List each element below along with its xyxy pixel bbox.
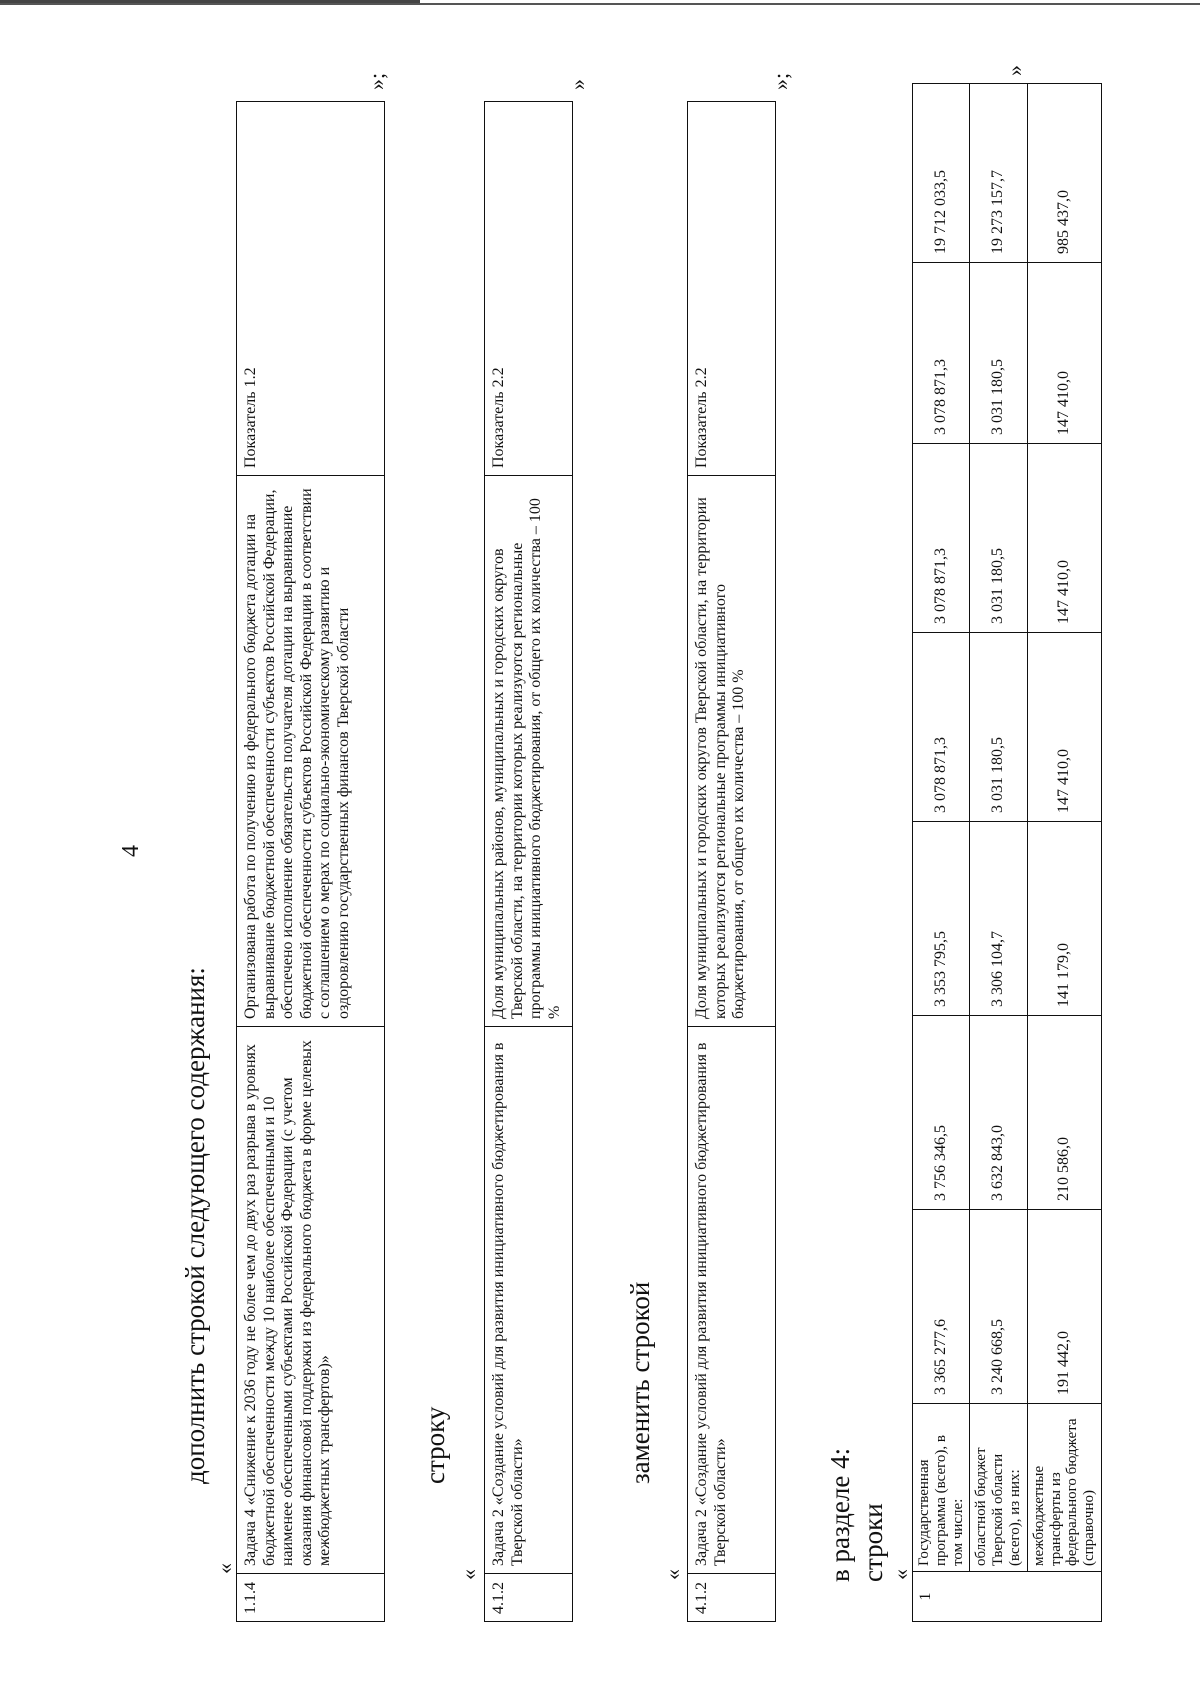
cell-amount: 141 179,0 xyxy=(1027,822,1101,1016)
cell-amount: 210 586,0 xyxy=(1027,1016,1101,1210)
cell-amount: 19 712 033,5 xyxy=(913,84,970,263)
cell-number: 4.1.2 xyxy=(688,1574,776,1622)
quote-open-4: « xyxy=(888,1569,913,1580)
cell-amount: 3 078 871,3 xyxy=(913,263,970,444)
cell-amount: 191 442,0 xyxy=(1027,1210,1101,1404)
table-task-4-1-2-old xyxy=(484,101,573,1622)
cell-funding-source: межбюджетные трансферты из федерального бюджета (справочно) xyxy=(1027,1404,1101,1572)
table-row xyxy=(1027,84,1101,1622)
cell-result: Доля муниципальных районов, муниципальных и городских округов Тверской области, на территории которых реализуются региональные программы инициативного бюджетирования, от общего их количества – 100 % xyxy=(485,476,573,1027)
cell-indicator: Показатель 2.2 xyxy=(688,102,776,476)
cell-amount: 3 632 843,0 xyxy=(970,1016,1027,1210)
quote-close-3: »; xyxy=(768,72,793,90)
cell-result: Организована работа по получению из федерального бюджета дотации на выравнивание бюджетной обеспеченности субъектов Российской Федерации, обеспечено исполнение обязательств получателя дотации на выравнивание бюджетной обеспеченности субъектов Российской Федерации в соответствии с соглашением о мерах по социально-экономическому развитию и оздоровлению государственных финансов Тверской области xyxy=(237,476,385,1027)
cell-amount: 19 273 157,7 xyxy=(970,84,1027,263)
cell-amount: 985 437,0 xyxy=(1027,84,1101,263)
cell-amount: 3 306 104,7 xyxy=(970,822,1027,1016)
label-section: в разделе 4: xyxy=(825,1447,855,1582)
cell-funding-source: Государственная программа (всего), в том числе: xyxy=(913,1404,970,1572)
cell-row-number: 1 xyxy=(913,1572,1102,1622)
page-number: 4 xyxy=(118,845,144,857)
cell-amount: 3 078 871,3 xyxy=(913,633,970,822)
label-row: строку xyxy=(420,1406,450,1484)
quote-close-2: » xyxy=(565,79,590,90)
cell-indicator: Показатель 2.2 xyxy=(485,102,573,476)
cell-amount: 3 078 871,3 xyxy=(913,444,970,633)
cell-amount: 3 031 180,5 xyxy=(970,263,1027,444)
cell-amount: 3 031 180,5 xyxy=(970,444,1027,633)
cell-amount: 147 410,0 xyxy=(1027,263,1101,444)
cell-task: Задача 4 «Снижение к 2036 году не более чем до двух раз разрыва в уровнях бюджетной обеспеченности между 10 наиболее обеспеченными и 10 наименее обеспеченными субъектами Российской Федерации (с учетом оказания финансовой поддержки из федерального бюджета в форме целевых межбюджетных трансфертов)» xyxy=(237,1027,385,1574)
cell-amount: 3 756 346,5 xyxy=(913,1016,970,1210)
cell-funding-source: областной бюджет Тверской области (всего), из них: xyxy=(970,1404,1027,1572)
label-replace: заменить строкой xyxy=(625,1281,655,1484)
quote-open-1: « xyxy=(212,1563,237,1574)
quote-open-3: « xyxy=(660,1569,685,1580)
cell-amount: 3 240 668,5 xyxy=(970,1210,1027,1404)
table-financing xyxy=(912,83,1102,1622)
table-task-1-1-4 xyxy=(236,101,385,1622)
cell-task: Задача 2 «Создание условий для развития инициативного бюджетирования в Тверской области» xyxy=(485,1027,573,1574)
table-row xyxy=(970,84,1027,1622)
quote-close-4: » xyxy=(1002,65,1027,76)
cell-amount: 147 410,0 xyxy=(1027,633,1101,822)
label-rows: строки xyxy=(858,1503,888,1582)
cell-amount: 3 353 795,5 xyxy=(913,822,970,1016)
quote-close-1: »; xyxy=(364,72,389,90)
table-row xyxy=(913,84,970,1622)
cell-result: Доля муниципальных и городских округов Тверской области, на территории которых реализуются региональные программы инициативного бюджетирования, от общего их количества – 100 % xyxy=(688,476,776,1027)
quote-open-2: « xyxy=(456,1569,481,1580)
cell-amount: 3 365 277,6 xyxy=(913,1210,970,1404)
cell-number: 4.1.2 xyxy=(485,1574,573,1622)
cell-amount: 3 031 180,5 xyxy=(970,633,1027,822)
cell-task: Задача 2 «Создание условий для развития инициативного бюджетирования в Тверской области» xyxy=(688,1027,776,1574)
cell-amount: 147 410,0 xyxy=(1027,444,1101,633)
cell-indicator: Показатель 1.2 xyxy=(237,102,385,476)
label-supplement: дополнить строкой следующего содержания: xyxy=(180,967,210,1484)
table-task-4-1-2-new xyxy=(687,101,776,1622)
cell-number: 1.1.4 xyxy=(237,1574,385,1622)
